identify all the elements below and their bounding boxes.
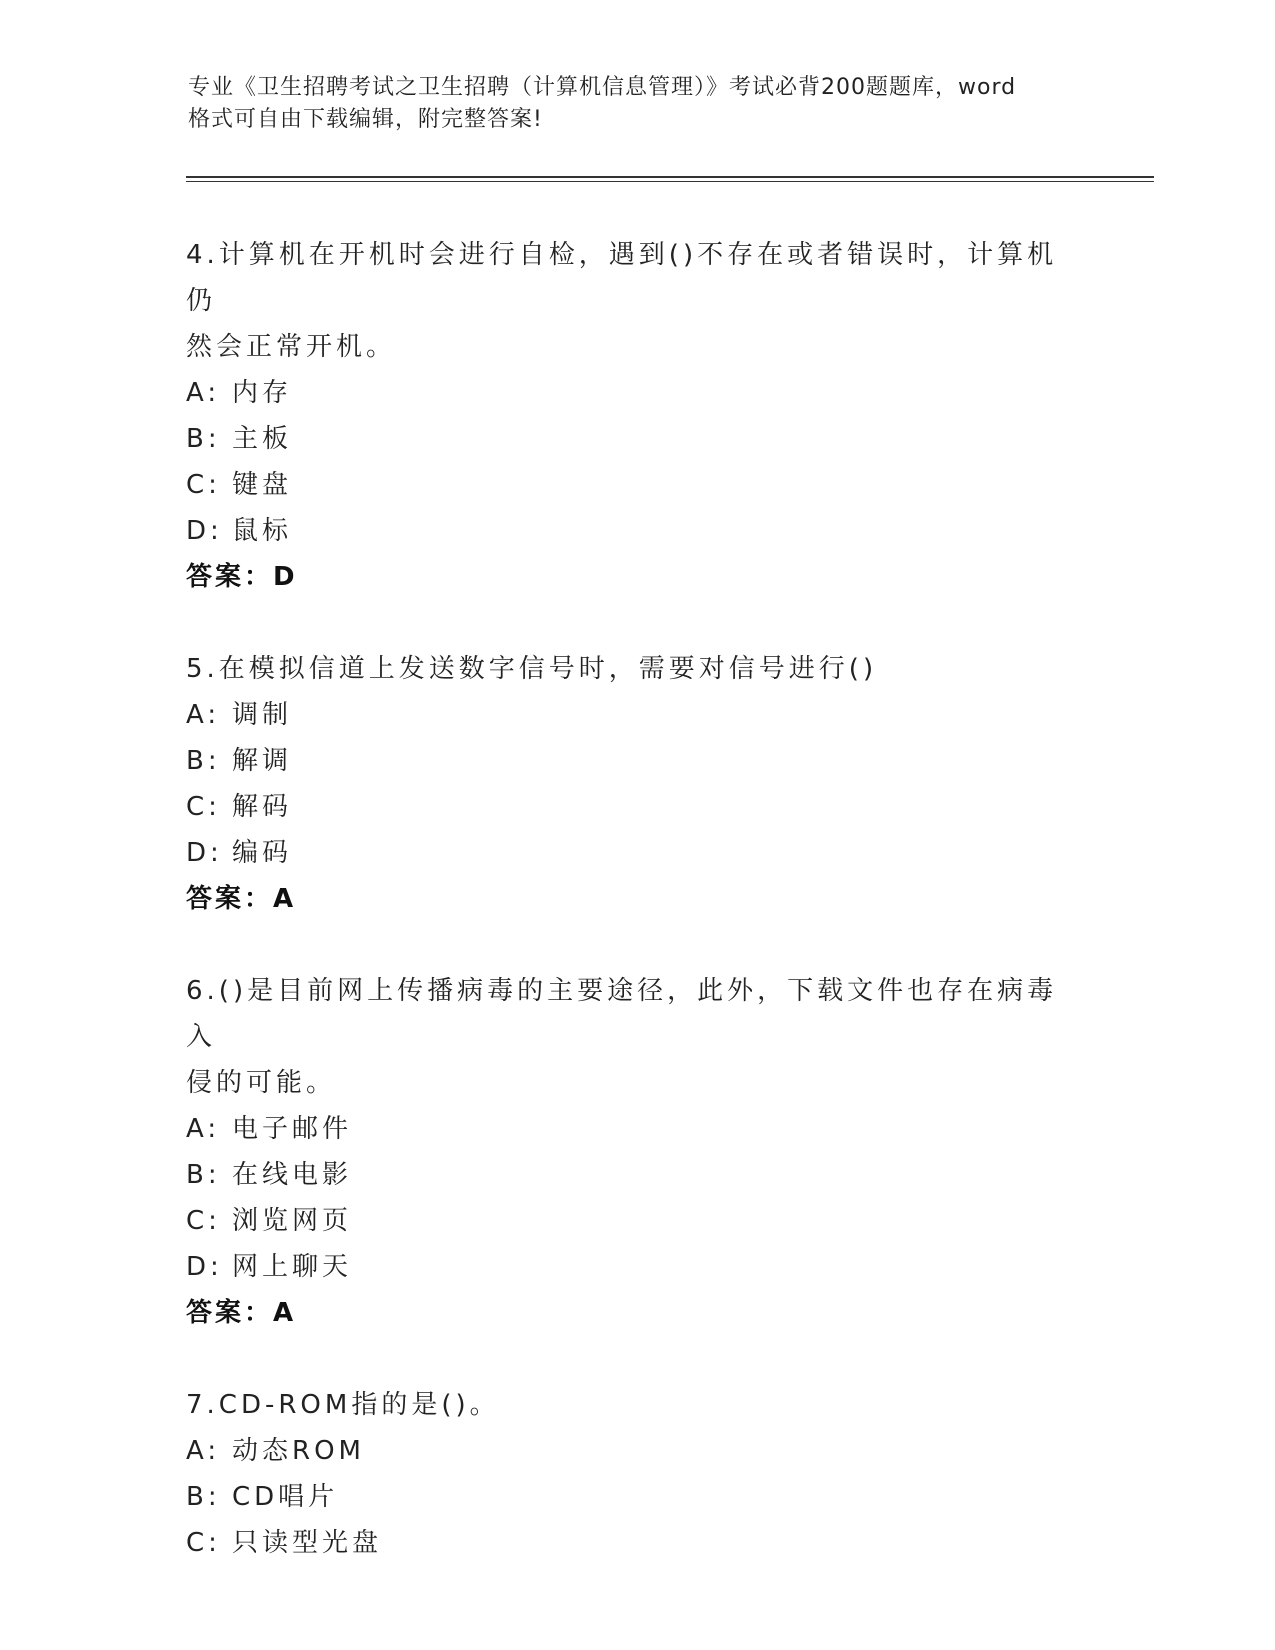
option-b [186, 1474, 1086, 1520]
option-c [186, 462, 1086, 508]
answer-line: 答案：A [186, 1298, 297, 1328]
option-letter: A: [186, 378, 221, 408]
option-d [186, 508, 1086, 554]
option-letter: B: [186, 1160, 221, 1190]
question-text [186, 232, 1086, 370]
option-c [186, 1198, 1086, 1244]
option-a [186, 1106, 1086, 1152]
option-text: 动态ROM [232, 1436, 365, 1466]
option-letter: A: [186, 1436, 221, 1466]
option-letter: B: [186, 424, 221, 454]
option-letter: A: [186, 700, 221, 730]
option-letter: B: [186, 746, 221, 776]
option-text: 鼠标 [232, 516, 293, 546]
question-text-line-1: 7.CD-ROM指的是()。 [186, 1390, 500, 1420]
option-b [186, 416, 1086, 462]
option-text: CD唱片 [232, 1482, 339, 1512]
question-text-line-1: 5.在模拟信道上发送数字信号时，需要对信号进行() [186, 654, 878, 684]
question-text-line-2: 然会正常开机。 [186, 332, 397, 362]
option-text: 网上聊天 [232, 1252, 353, 1282]
option-letter: C: [186, 1206, 221, 1236]
option-b [186, 738, 1086, 784]
option-letter: D: [186, 1252, 223, 1282]
question-text [186, 646, 1086, 692]
question-text-line-1: 4.计算机在开机时会进行自检，遇到()不存在或者错误时，计算机仍 [186, 240, 1058, 316]
option-a [186, 370, 1086, 416]
option-b [186, 1152, 1086, 1198]
option-text: 电子邮件 [232, 1114, 353, 1144]
question-text [186, 968, 1086, 1106]
header-title-line-1: 专业《卫生招聘考试之卫生招聘（计算机信息管理）》考试必背200题题库，word [188, 75, 1017, 100]
option-a [186, 1428, 1086, 1474]
question-5 [186, 646, 1086, 922]
option-letter: B: [186, 1482, 221, 1512]
answer-line: 答案：D [186, 562, 298, 592]
option-text: 只读型光盘 [232, 1528, 383, 1558]
question-6 [186, 968, 1086, 1336]
option-letter: C: [186, 470, 221, 500]
question-text-line-2: 侵的可能。 [186, 1068, 337, 1098]
header-title-line-2: 格式可自由下载编辑，附完整答案! [188, 107, 543, 132]
question-4 [186, 232, 1086, 600]
question-text [186, 1382, 1086, 1428]
answer-line: 答案：A [186, 884, 297, 914]
option-c [186, 784, 1086, 830]
option-letter: C: [186, 1528, 221, 1558]
option-a [186, 692, 1086, 738]
question-7 [186, 1382, 1086, 1566]
option-text: 解码 [232, 792, 293, 822]
header-divider [186, 176, 1154, 182]
option-letter: A: [186, 1114, 221, 1144]
option-letter: D: [186, 516, 223, 546]
option-letter: C: [186, 792, 221, 822]
option-text: 调制 [232, 700, 293, 730]
question-text-line-1: 6.()是目前网上传播病毒的主要途径，此外，下载文件也存在病毒入 [186, 976, 1058, 1052]
option-text: 解调 [232, 746, 293, 776]
option-text: 在线电影 [232, 1160, 353, 1190]
option-text: 浏览网页 [232, 1206, 353, 1236]
option-d [186, 1244, 1086, 1290]
option-c [186, 1520, 1086, 1566]
option-text: 编码 [232, 838, 293, 868]
option-text: 主板 [232, 424, 293, 454]
option-text: 键盘 [232, 470, 293, 500]
document-header [188, 72, 1088, 136]
option-text: 内存 [232, 378, 293, 408]
option-d [186, 830, 1086, 876]
option-letter: D: [186, 838, 223, 868]
question-list [186, 232, 1086, 1612]
